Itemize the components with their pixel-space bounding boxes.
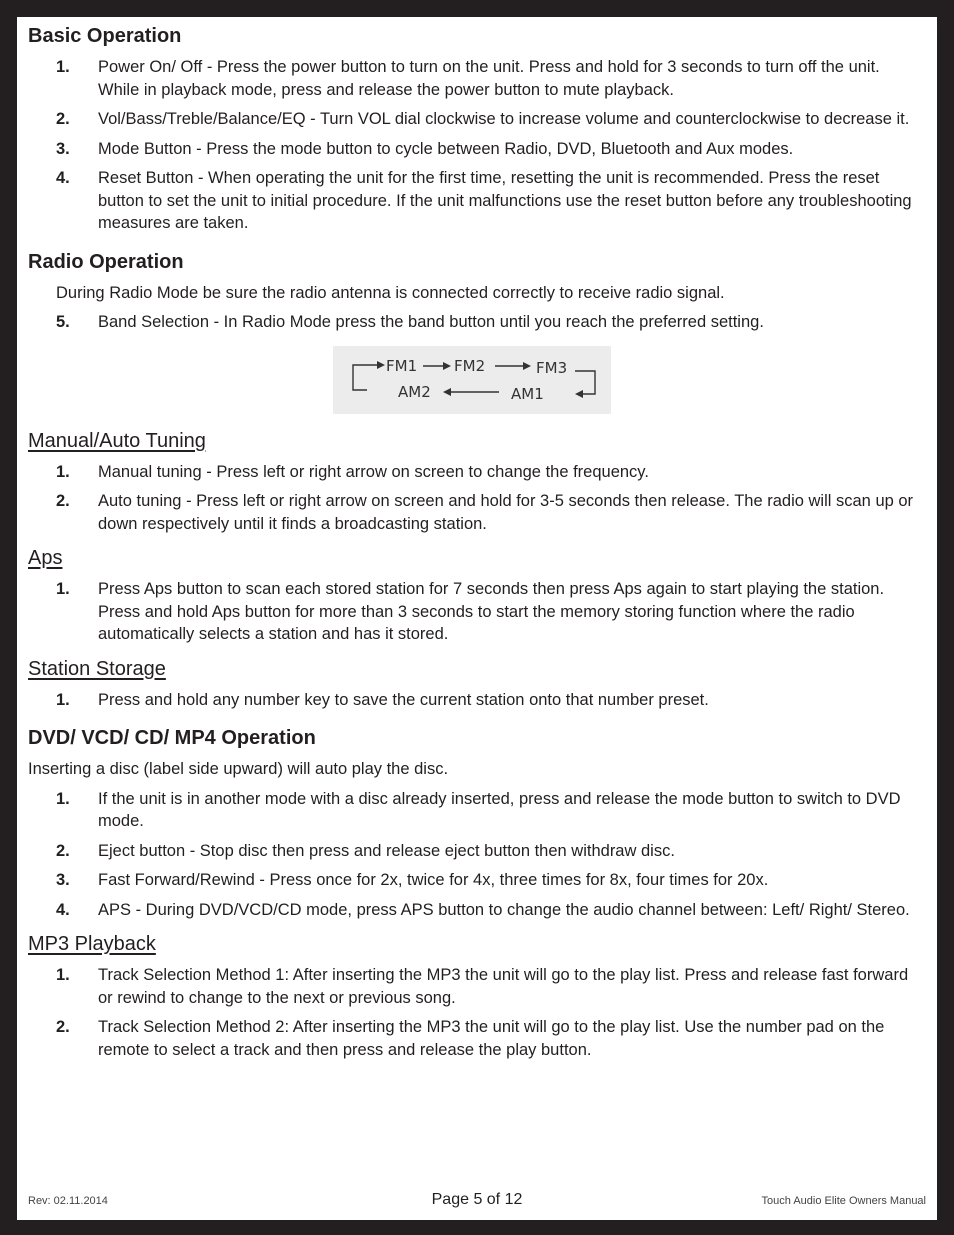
basic-operation-list [28,56,918,235]
item-text: Eject button - Stop disc then press and release eject button then withdraw disc. [98,841,675,860]
item-text: Track Selection Method 1: After inserting the MP3 the unit will go to the play list. Press and release fast forward or rewind to change to the next or previous song. [98,966,909,1007]
list-item [28,56,918,101]
station-storage-heading: Station Storage [28,657,166,680]
list-item [28,167,918,235]
list-item [28,689,918,712]
list-item [28,490,918,535]
list-item [28,1016,918,1061]
item-number: 1. [56,462,70,481]
fm2-label: FM2 [454,356,486,375]
item-number: 1. [56,58,70,76]
fm1-label: FM1 [386,356,418,375]
dvd-operation-heading: DVD/ VCD/ CD/ MP4 Operation [28,727,316,749]
item-text: Reset Button - When operating the unit for the first time, resetting the unit is recommended. Press the reset button to set the unit to initial procedure. If the unit malfunctions use the reset button before any troubleshooting measures are taken. [98,169,912,232]
item-text: Power On/ Off - Press the power button to turn on the unit. Press and hold for 3 seconds to turn off the unit. While in playback mode, press and release the power button to mute playback. [98,58,880,99]
list-item [28,311,918,334]
basic-operation-heading: Basic Operation [28,25,182,47]
list-item [28,138,918,161]
item-text: Band Selection - In Radio Mode press the band button until you reach the preferred setting. [98,313,764,331]
item-text: APS - During DVD/VCD/CD mode, press APS button to change the audio channel between: Left/ Right/ Stereo. [98,900,910,919]
list-item [28,840,918,863]
tuning-heading: Manual/Auto Tuning [28,429,206,452]
item-number: 1. [56,966,70,984]
item-text: Press and hold any number key to save the current station onto that number preset. [98,690,709,709]
item-number: 2. [56,492,70,510]
item-text: Vol/Bass/Treble/Balance/EQ - Turn VOL dial clockwise to increase volume and counterclockwise to decrease it. [98,110,910,128]
item-number: 2. [56,841,70,860]
item-number: 2. [56,1018,70,1036]
page-number: Page 5 of 12 [431,1191,523,1208]
content [28,23,918,1061]
list-item [28,869,918,892]
radio-intro: During Radio Mode be sure the radio antenna is connected correctly to receive radio signal. [56,283,725,302]
item-number: 1. [56,580,70,598]
dvd-intro: Inserting a disc (label side upward) will auto play the disc. [28,760,449,778]
list-item [28,108,918,131]
item-number: 2. [56,110,70,128]
radio-operation-heading: Radio Operation [28,250,184,273]
am2-label: AM2 [398,382,431,401]
item-text: Track Selection Method 2: After inserting the MP3 the unit will go to the play list. Use the number pad on the remote to select a track and then press and release the play button. [98,1018,885,1059]
am1-label: AM1 [511,384,544,403]
list-item [28,899,918,922]
item-text: If the unit is in another mode with a disc already inserted, press and release the mode button to switch to DVD mode. [98,789,901,830]
list-item [28,578,918,646]
item-number: 5. [56,313,70,331]
mp3-playback-heading: MP3 Playback [28,933,156,955]
aps-heading: Aps [28,547,63,569]
item-number: 4. [56,169,70,187]
item-number: 3. [56,139,70,158]
band-selection-diagram [333,346,611,414]
item-number: 4. [56,900,70,919]
manual-title: Touch Audio Elite Owners Manual [761,1195,926,1207]
list-item [28,788,918,833]
item-number: 3. [56,871,70,889]
revision-date: Rev: 02.11.2014 [28,1195,108,1207]
item-text: Press Aps button to scan each stored station for 7 seconds then press Aps again to start playing the station. Press and hold Aps button for more than 3 seconds to start the memory storing function where the radio automatically selects a station and has it stored. [98,580,885,643]
item-text: Fast Forward/Rewind - Press once for 2x, twice for 4x, three times for 8x, four times for 20x. [98,871,769,889]
item-text: Auto tuning - Press left or right arrow on screen and hold for 3-5 seconds then release. The radio will scan up or down respectively until it finds a broadcasting station. [98,492,914,533]
item-number: 1. [56,789,70,808]
fm3-label: FM3 [536,358,568,377]
band-cycle-diagram [333,346,611,414]
list-item [28,964,918,1009]
page [17,17,937,1220]
list-item [28,461,918,484]
item-text: Manual tuning - Press left or right arrow on screen to change the frequency. [98,462,649,481]
item-number: 1. [56,690,70,709]
item-text: Mode Button - Press the mode button to cycle between Radio, DVD, Bluetooth and Aux modes. [98,139,794,158]
